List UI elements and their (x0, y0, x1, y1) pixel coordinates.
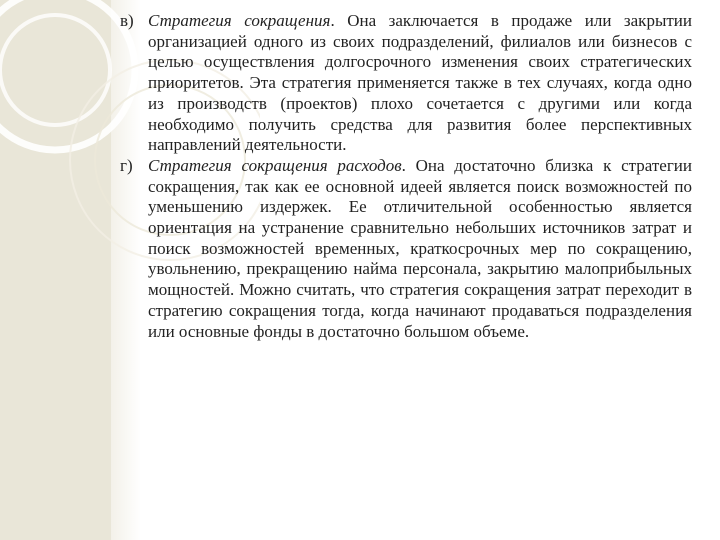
list-marker: г) (120, 155, 133, 175)
list-marker: в) (120, 11, 134, 30)
term-strategy-reduction: Стратегия сокращения (148, 11, 331, 30)
term-cost-reduction: Стратегия сокращения расходов (148, 155, 402, 175)
list-item-cost-reduction (120, 156, 692, 342)
slide-text (120, 11, 692, 342)
left-background-band (0, 0, 111, 540)
paragraph-text: . Она достаточно близка к стратегии сокращения, так как ее основной идеей является поиск возможностей по уменьшению издержек. Ее отличительной особенностью является ориентация на устранение сравнительно небольших источников затрат и поиск возможностей временных, краткосрочных мер по сокращению, увольнению, прекращению найма персонала, закрытию малоприбыльных мощностей. Можно считать, что стратегия сокращения затрат переходит в стратегию сокращения тогда, когда начинают продаваться подразделения или основные фонды в достаточно большом объеме. (148, 155, 693, 341)
list-item-strategy-reduction (120, 11, 692, 156)
paragraph-text: . Она заключается в продаже или закрытии организацией одного из своих подразделений, филиалов или бизнесов с целью осуществления долгосрочного изменения своих стратегических приоритетов. Эта стратегия применяется также в тех случаях, когда одно из производств (проектов) плохо сочетается с другими или когда необходимо получить средства для развития более перспективных направлений деятельности. (148, 11, 692, 155)
